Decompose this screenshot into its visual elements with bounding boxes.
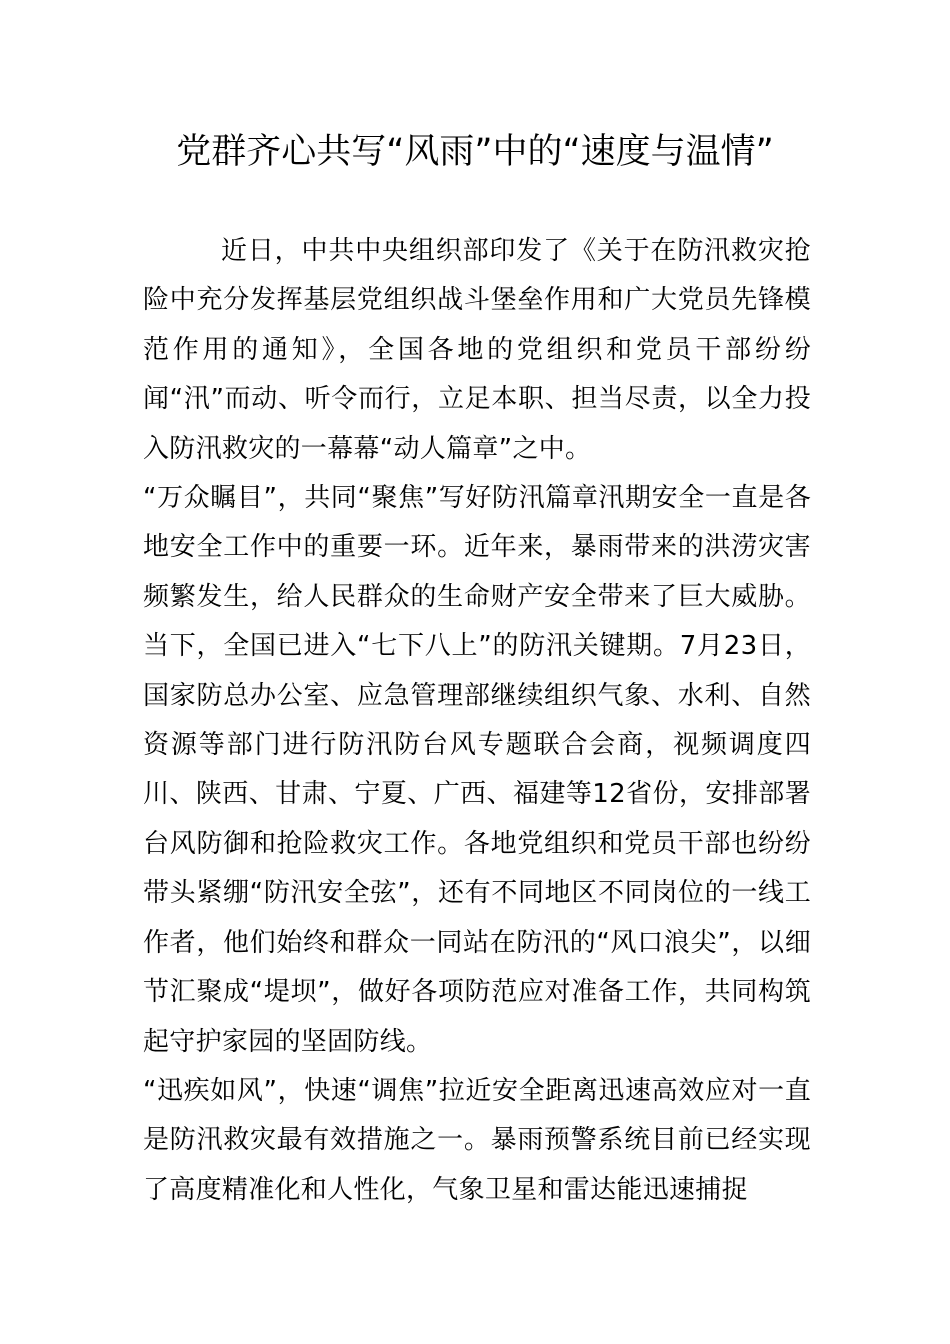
paragraph-focus: “万众瞩目”，共同“聚焦”写好防汛篇章汛期安全一直是各地安全工作中的重要一环。近年来，暴雨带来的洪涝灾害频繁发生，给人民群众的生命财产安全带来了巨大威胁。当下，全国已进入“七下八上”的防汛关键期。7月23日，国家防总办公室、应急管理部继续组织气象、水利、自然资源等部门进行防汛防台风专题联合会商，视频调度四川、陕西、甘肃、宁夏、广西、福建等12省份，安排部署台风防御和抢险救灾工作。各地党组织和党员干部也纷纷带头紧绷“防汛安全弦”，还有不同地区不同岗位的一线工作者，他们始终和群众一同站在防汛的“风口浪尖”，以细节汇聚成“堤坝”，做好各项防范应对准备工作，共同构筑起守护家园的坚固防线。 (143, 483, 811, 1057)
paragraph-speed: “迅疾如风”，快速“调焦”拉近安全距离迅速高效应对一直是防汛救灾最有效措施之一。暴雨预警系统目前已经实现了高度精准化和人性化，气象卫星和雷达能迅速捕捉 (143, 1075, 811, 1205)
document-title: 党群齐心共写“风雨”中的“速度与温情” (176, 132, 774, 172)
document-body (143, 227, 811, 1215)
paragraph-intro: 近日，中共中央组织部印发了《关于在防汛救灾抢险中充分发挥基层党组织战斗堡垒作用和广大党员先锋模范作用的通知》，全国各地的党组织和党员干部纷纷闻“汛”而动、听令而行，立足本职、担当尽责，以全力投入防汛救灾的一幕幕“动人篇章”之中。 (143, 236, 811, 464)
